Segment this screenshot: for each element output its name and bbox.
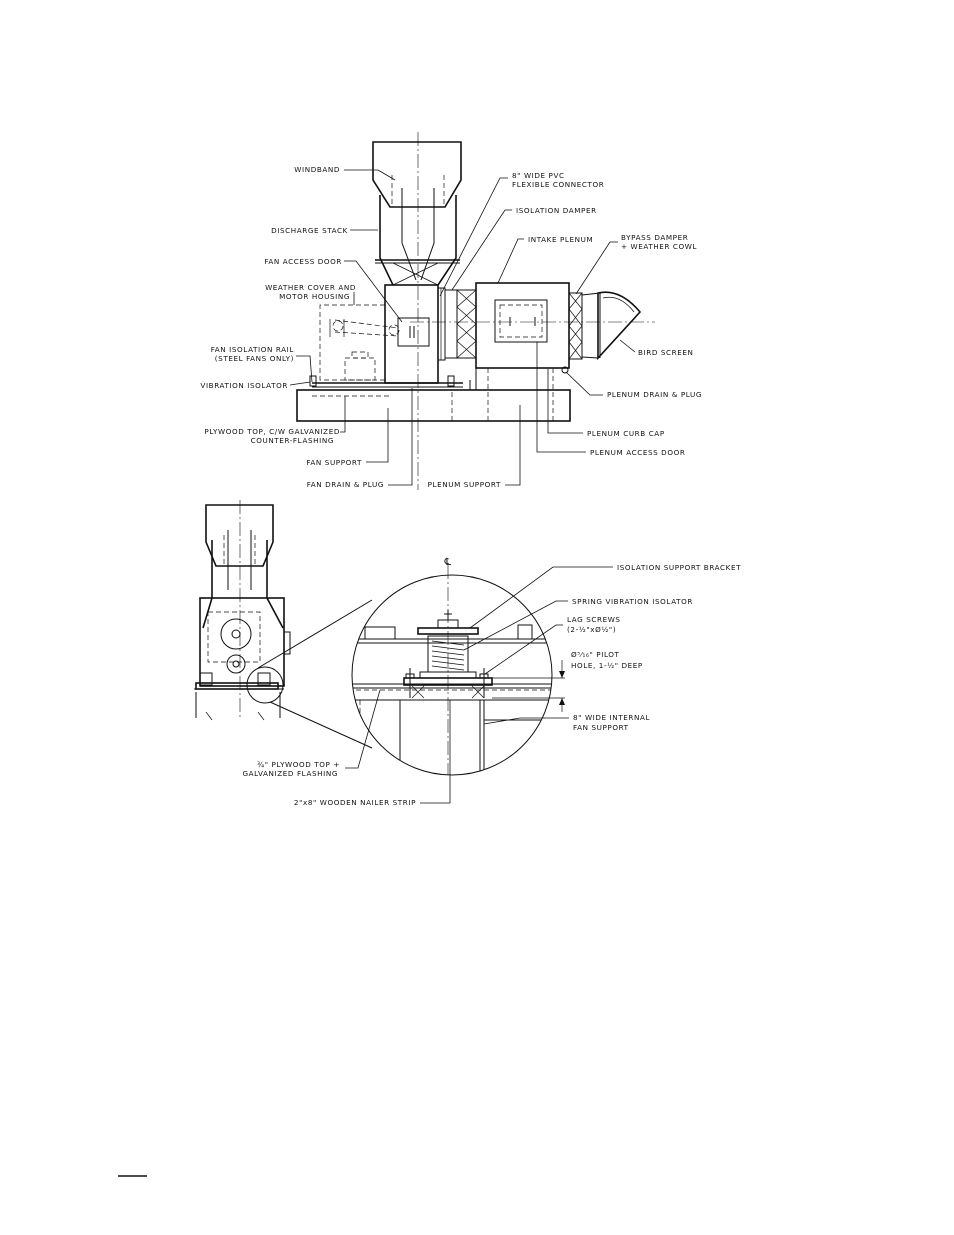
front-elevation-view	[194, 500, 372, 748]
label-pilot-hole: Ø⁵⁄₁₆" PILOT	[571, 650, 620, 659]
label-vibration-isolator: VIBRATION ISOLATOR	[200, 381, 288, 390]
lag-screw-left	[406, 668, 414, 698]
label-pvc-connector: 8" WIDE PVC	[512, 171, 565, 180]
label-spring-vibration-isolator: SPRING VIBRATION ISOLATOR	[572, 597, 694, 606]
centerline-symbol: ℄	[444, 557, 452, 568]
motor-housing	[320, 305, 399, 380]
label-bird-screen: BIRD SCREEN	[638, 348, 694, 357]
label-pilot-hole-depth: HOLE, 1-½" DEEP	[571, 661, 643, 670]
label-fan-access-door: FAN ACCESS DOOR	[264, 257, 342, 266]
vibration-isolator-right	[448, 376, 454, 386]
label-windband: WINDBAND	[294, 165, 340, 174]
fan-housing	[385, 285, 438, 383]
label-discharge-stack: DISCHARGE STACK	[271, 226, 348, 235]
bypass-damper	[569, 293, 582, 359]
motor-pulley	[227, 655, 245, 673]
label-weather-cover: WEATHER COVER AND	[265, 283, 356, 292]
label-internal-fan-support-2: FAN SUPPORT	[573, 723, 629, 732]
label-counter-flashing: COUNTER-FLASHING	[250, 436, 334, 445]
label-lag-screws-size: (2-½"xØ½")	[567, 625, 617, 634]
label-galvanized-flashing: GALVANIZED FLASHING	[242, 769, 338, 778]
weather-cowl	[582, 292, 640, 358]
label-bypass-damper: BYPASS DAMPER	[621, 233, 689, 242]
label-pvc-connector-2: FLEXIBLE CONNECTOR	[512, 180, 605, 189]
label-fan-isolation-rail: FAN ISOLATION RAIL	[210, 345, 294, 354]
label-isolation-damper: ISOLATION DAMPER	[516, 206, 597, 215]
label-plenum-support: PLENUM SUPPORT	[427, 480, 501, 489]
isolation-damper	[445, 290, 476, 358]
label-fan-drain: FAN DRAIN & PLUG	[306, 480, 384, 489]
fan-wheel	[221, 619, 251, 649]
label-fan-support: FAN SUPPORT	[306, 458, 362, 467]
label-plywood-top: PLYWOOD TOP, C/W GALVANIZED	[204, 427, 340, 436]
label-intake-plenum: INTAKE PLENUM	[528, 235, 594, 244]
label-internal-fan-support: 8" WIDE INTERNAL	[573, 713, 651, 722]
label-steel-fans-only: (STEEL FANS ONLY)	[214, 354, 294, 363]
label-lag-screws: LAG SCREWS	[567, 615, 621, 624]
label-isolation-support-bracket: ISOLATION SUPPORT BRACKET	[617, 563, 742, 572]
label-plenum-drain: PLENUM DRAIN & PLUG	[607, 390, 703, 399]
label-plenum-access-door: PLENUM ACCESS DOOR	[590, 448, 686, 457]
isolator-detail-view	[340, 565, 565, 780]
label-nailer-strip: 2"x8" WOODEN NAILER STRIP	[293, 798, 416, 807]
label-plenum-curb-cap: PLENUM CURB CAP	[587, 429, 665, 438]
vibration-isolator-left	[310, 376, 316, 386]
intake-plenum	[410, 283, 655, 373]
curb-support	[297, 368, 570, 421]
label-weather-cowl: + WEATHER COWL	[621, 242, 698, 251]
detail-circle	[352, 575, 552, 775]
plenum-access-door	[495, 300, 547, 342]
flexible-connector	[438, 288, 445, 360]
label-plywood-top-flashing: ¾" PLYWOOD TOP +	[257, 760, 340, 769]
label-motor-housing: MOTOR HOUSING	[279, 292, 350, 301]
